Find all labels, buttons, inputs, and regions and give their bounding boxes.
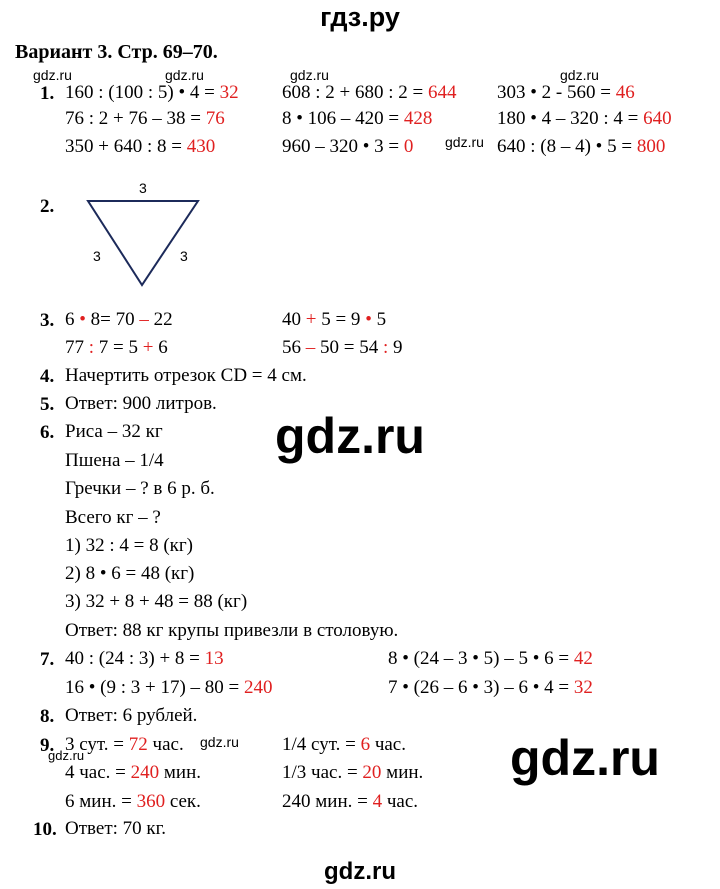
watermark-large: gdz.ru [510,730,660,786]
answer: 46 [615,82,635,103]
answer: 0 [403,136,414,157]
equation: 40 + 5 = 9 • 5 [282,309,387,330]
conversion: 240 мин. = 4 час. [282,791,418,812]
answer: 6 [360,734,371,755]
watermark-small: gdz.ru [200,734,239,750]
conversion: 4 час. = 240 мин. [65,762,201,783]
expression: 8 • 106 – 420 = 428 [282,108,433,129]
solution-line: Всего кг – ? [65,507,161,528]
expression: 608 : 2 + 680 : 2 = 644 [282,82,457,103]
answer: 240 [244,677,273,698]
task-number: 4. [40,366,55,387]
expression: 7 • (26 – 6 • 3) – 6 • 4 = 32 [388,677,593,698]
task-number: 9. [40,735,55,756]
watermark-small: gdz.ru [165,67,204,83]
task-number: 8. [40,706,55,727]
expression: 180 • 4 – 320 : 4 = 640 [497,108,672,129]
solution-line: Риса – 32 кг [65,421,163,442]
task-text: Ответ: 6 рублей. [65,705,198,726]
answer: 72 [128,734,148,755]
conversion: 3 сут. = 72 час. [65,734,184,755]
answer: 430 [186,136,216,157]
answer: 800 [636,136,666,157]
answer: 20 [362,762,382,783]
solution-line: 2) 8 • 6 = 48 (кг) [65,563,195,584]
task-number: 10. [33,819,57,840]
task-text: Ответ: 900 литров. [65,393,217,414]
expression: 350 + 640 : 8 = 430 [65,136,216,157]
task-number: 5. [40,394,55,415]
conversion: 1/3 час. = 20 мин. [282,762,424,783]
equation: 77 : 7 = 5 + 6 [65,337,168,358]
solution-line: Гречки – ? в 6 р. б. [65,478,215,499]
answer: 42 [573,648,593,669]
conversion: 6 мин. = 360 сек. [65,791,201,812]
answer: 428 [403,108,433,129]
side-label-left: 3 [93,248,101,264]
answer: 32 [573,677,593,698]
watermark-small: gdz.ru [33,67,72,83]
equation: 6 • 8= 70 – 22 [65,309,173,330]
page-title: Вариант 3. Стр. 69–70. [15,41,218,63]
watermark-small: gdz.ru [560,67,599,83]
solution-line: 1) 32 : 4 = 8 (кг) [65,535,193,556]
watermark-small: gdz.ru [48,748,85,763]
expression: 8 • (24 – 3 • 5) – 5 • 6 = 42 [388,648,593,669]
solution-line: 3) 32 + 8 + 48 = 88 (кг) [65,591,248,612]
task-number: 2. [40,196,55,217]
task-number: 7. [40,649,55,670]
answer: 32 [219,82,239,103]
solution-line: Пшена – 1/4 [65,450,164,471]
triangle-figure [80,175,210,290]
watermark-large: gdz.ru [275,408,425,464]
task-number: 6. [40,422,55,443]
expression: 40 : (24 : 3) + 8 = 13 [65,648,224,669]
watermark-small: gdz.ru [290,67,329,83]
expression: 303 • 2 - 560 = 46 [497,82,635,103]
answer: 4 [372,791,383,812]
watermark-footer: gdz.ru [324,858,396,885]
task-text: Начертить отрезок CD = 4 см. [65,365,307,386]
task-text: Ответ: 70 кг. [65,818,167,839]
answer: 640 [643,108,672,129]
answer: 13 [204,648,224,669]
answer-line: Ответ: 88 кг крупы привезли в столовую. [65,620,399,641]
expression: 960 – 320 • 3 = 0 [282,136,414,157]
expression: 76 : 2 + 76 – 38 = 76 [65,108,225,129]
answer: 240 [130,762,160,783]
task-number: 3. [40,310,55,331]
side-label-top: 3 [139,180,147,196]
conversion: 1/4 сут. = 6 час. [282,734,406,755]
expression: 640 : (8 – 4) • 5 = 800 [497,136,666,157]
answer: 76 [205,108,225,129]
equation: 56 – 50 = 54 : 9 [282,337,403,358]
answer: 644 [428,82,457,103]
expression: 16 • (9 : 3 + 17) – 80 = 240 [65,677,273,698]
side-label-right: 3 [180,248,188,264]
answer: 360 [136,791,166,812]
triangle-shape [88,201,198,285]
expression: 160 : (100 : 5) • 4 = 32 [65,82,239,103]
task-number: 1. [40,83,55,104]
site-header: гдз.ру [320,2,400,32]
watermark-small: gdz.ru [445,134,484,150]
